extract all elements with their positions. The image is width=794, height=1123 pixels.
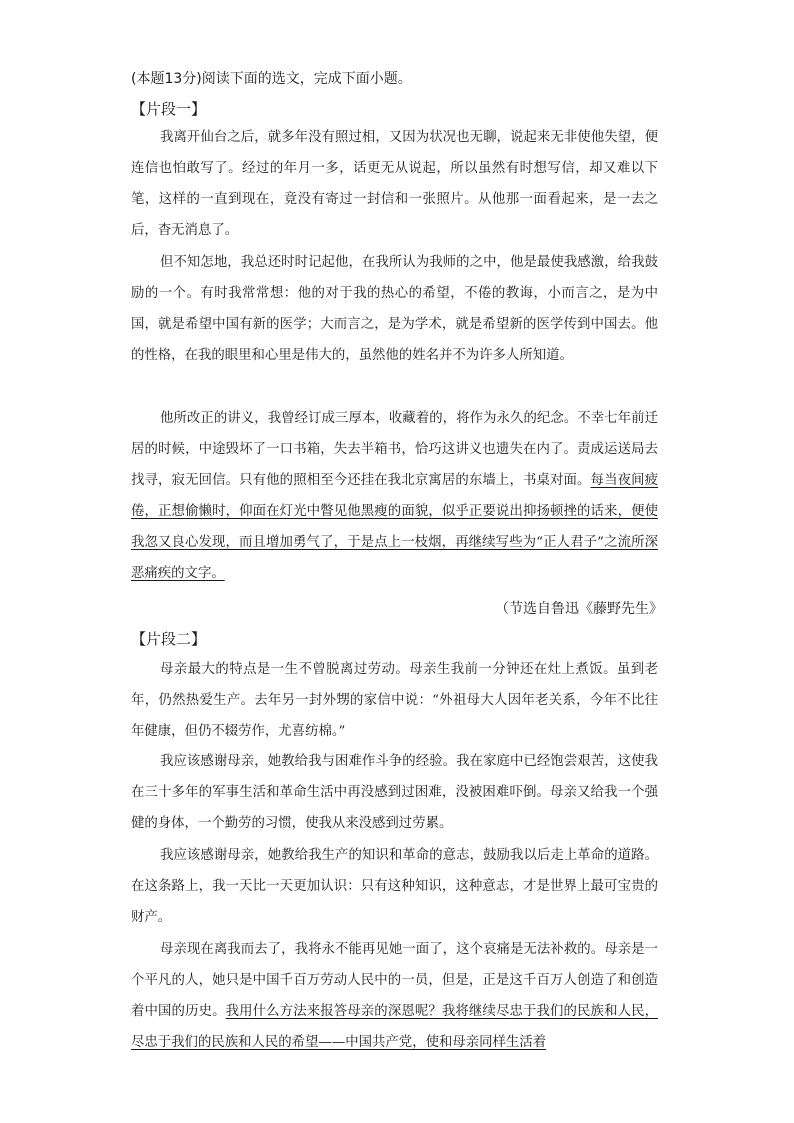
- section1-paragraph-1: 我离开仙台之后，就多年没有照过相，又因为状况也无聊，说起来无非使他失望，便连信也怕敢写了。经过的年月一多，话更无从说起，所以虽然有时想写信，却又难以下笔，这样的一直到现在，竟没有寄过一封信和一张照片。从他那一面看起来，是一去之后，杳无消息了。: [131, 130, 658, 238]
- question-instruction: (本题13分)阅读下面的选文，完成下面小题。: [131, 71, 412, 87]
- section2-paragraph-4: 母亲现在离我而去了，我将永不能再见她一面了，这个哀痛是无法补救的。母亲是一个平凡的人，她只是中国千百万劳动人民中的一员，但是，正是这千百万人创造了和创造着中国的历史。我用什么方法来报答母亲的深恩呢？我将继续尽忠于我们的民族和人民，尽忠于我们的民族和人民的希望——中国共产党，使和母亲同样生活着: [131, 942, 659, 1050]
- section1-paragraph-3: 他所改正的讲义，我曾经订成三厚本，收藏着的，将作为永久的纪念。不幸七年前迁居的时候，中途毁坏了一口书箱，失去半箱书，恰巧这讲义也遗失在内了。责成运送局去找寻，寂无回信。只有他的照相至今还挂在我北京寓居的东墙上，书桌对面。每当夜间疲倦，正想偷懒时，仰面在灯光中瞥见他黑瘦的面貌，似乎正要说出抑扬顿挫的话来，便使我忽又良心发现，而且增加勇气了，于是点上一枝烟，再继续写些为“正人君子”之流所深恶痛疾的文字。: [131, 411, 659, 581]
- section-title-1: 【片段一】: [131, 100, 207, 118]
- section2-paragraph-2: 我应该感谢母亲，她教给我与困难作斗争的经验。我在家庭中已经饱尝艰苦，这使我在三十多年的军事生活和革命生活中再没感到过困难，没被困难吓倒。母亲又给我一个强健的身体，一个勤劳的习惯，使我从来没感到过劳累。: [131, 754, 658, 831]
- underlined-passage: 每当夜间疲倦，正想偷懒时，仰面在灯光中瞥见他黑瘦的面貌，似乎正要说出抑扬顿挫的话来，便使我忽又良心发现，而且增加勇气了，于是点上一枝烟，再继续写些为“正人君子”之流所深恶痛疾的文字。: [131, 473, 659, 581]
- section1-paragraph-2: 但不知怎地，我总还时时记起他，在我所认为我师的之中，他是最使我感激，给我鼓励的一个。有时我常常想：他的对于我的热心的希望，不倦的教诲，小而言之，是为中国，就是希望中国有新的医学；大而言之，是为学术，就是希望新的医学传到中国去。他的性格，在我的眼里和心里是伟大的，虽然他的姓名并不为许多人所知道。: [131, 255, 658, 363]
- section2-paragraph-3: 我应该感谢母亲，她教给我生产的知识和革命的意志，鼓励我以后走上革命的道路。在这条路上，我一天比一天更加认识：只有这种知识，这种意志，才是世界上最可宝贵的财产。: [131, 848, 658, 925]
- section2-paragraph-1: 母亲最大的特点是一生不曾脱离过劳动。母亲生我前一分钟还在灶上煮饭。虽到老年，仍然热爱生产。去年另一封外甥的家信中说：“外祖母大人因年老关系，今年不比往年健康，但仍不辍劳作，尤喜纺棉。”: [131, 662, 658, 739]
- section-title-2: 【片段二】: [131, 630, 207, 648]
- underlined-passage: 我用什么方法来报答母亲的深恩呢？我将继续尽忠于我们的民族和人民，尽忠于我们的民族和人民的希望——中国共产党，使和母亲同样生活着: [131, 1004, 659, 1050]
- source-citation: （节选自鲁迅《藤野先生》: [495, 601, 663, 617]
